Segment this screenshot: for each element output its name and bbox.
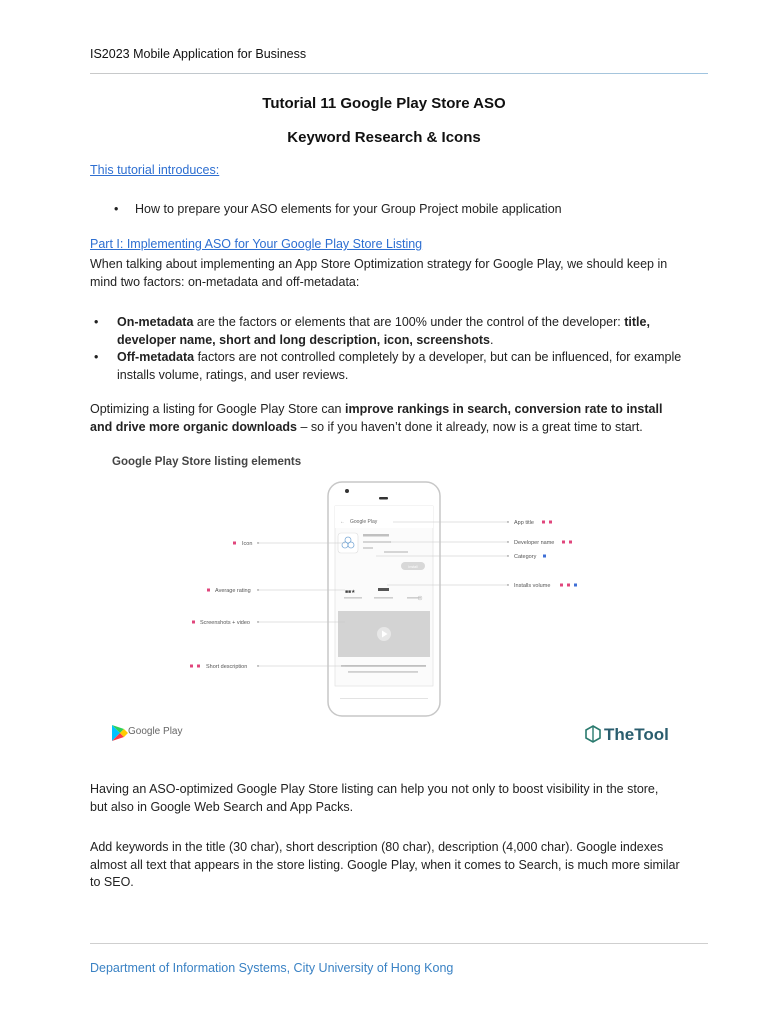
thetool-brand: TheTool (604, 725, 669, 744)
intro-list (90, 201, 690, 219)
thetool-logo-icon (586, 726, 600, 742)
course-header: IS2023 Mobile Application for Business (90, 47, 307, 61)
optimizing-text-end: – so if you haven’t done it already, now is a great time to start. (296, 419, 643, 434)
on-metadata-elements: title, developer name, short and long description, icon, screenshots (117, 315, 650, 347)
term-off-metadata: Off-metadata (117, 350, 195, 364)
short-description-line (341, 665, 426, 667)
list-item: • How to prepare your ASO elements for your Group Project mobile application (90, 201, 690, 219)
label-short-description: Short description (206, 664, 248, 670)
developer-placeholder (363, 541, 391, 543)
pink-marker (567, 584, 570, 587)
installs-caption (374, 597, 393, 599)
paragraph-aso-benefits: Having an ASO-optimized Google Play Store listing can help you not only to boost visibility in the store, but also in Google Web Search and App Packs. (90, 782, 659, 814)
label-icon: Icon (242, 541, 253, 547)
google-play-brand: Google Play (128, 726, 183, 737)
phone-camera (345, 489, 349, 493)
header-divider (90, 73, 708, 74)
phone-chin (340, 698, 428, 699)
rating-star-icon: ■■★ (345, 589, 356, 595)
footer-divider (90, 943, 708, 944)
label-app-title: App title (514, 520, 534, 526)
phone-speaker (379, 497, 388, 500)
off-metadata-text: factors are not controlled completely by a developer, but can be influenced, for example installs volume, ratings, and user reviews. (117, 350, 682, 382)
listing-elements-figure (108, 470, 668, 760)
pink-marker (542, 521, 545, 524)
paragraph-keywords: Add keywords in the title (30 char), short description (80 char), description (4,000 char). Google indexes almost all text that appears in the store listing. Google Play, when it comes to Search, is much more similar to SEO. (90, 840, 680, 889)
blue-marker (574, 584, 577, 587)
pink-marker (190, 665, 193, 668)
paragraph-optimizing (90, 401, 685, 436)
pink-marker (192, 621, 195, 624)
label-installs-volume: Installs volume (514, 583, 551, 589)
list-item-on-metadata (90, 314, 690, 349)
on-metadata-end: . (490, 332, 494, 347)
pink-marker (197, 665, 200, 668)
rating-caption (344, 597, 362, 599)
list-item-off-metadata (90, 349, 690, 384)
label-developer-name: Developer name (514, 540, 555, 546)
label-category: Category (514, 554, 537, 560)
figure-title: Google Play Store listing elements (112, 456, 302, 468)
part1-heading[interactable]: Part I: Implementing ASO for Your Google Play Store Listing (90, 237, 423, 251)
optimizing-text-start: Optimizing a listing for Google Play Store can (90, 402, 345, 416)
label-screenshots-video: Screenshots + video (200, 620, 250, 626)
optimizing-benefits: improve rankings in search, conversion rate to install and drive more organic downloads (90, 402, 663, 434)
term-on-metadata: On-metadata (117, 315, 194, 329)
short-description-line (348, 671, 418, 673)
pink-marker (560, 584, 563, 587)
label-average-rating: Average rating (215, 588, 251, 594)
blue-marker (543, 555, 546, 558)
google-play-logo-icon (112, 725, 128, 741)
installs-count-placeholder (378, 588, 389, 591)
footer-department: Department of Information Systems, City University of Hong Kong (90, 961, 454, 975)
pink-marker (207, 589, 210, 592)
app-title-placeholder (363, 534, 389, 537)
size-caption (407, 597, 421, 599)
intro-heading[interactable]: This tutorial introduces: (90, 163, 220, 177)
pink-marker (233, 542, 236, 545)
paragraph-intro: When talking about implementing an App Store Optimization strategy for Google Play, we should keep in mind two factors: on-metadata and off-metadata: (90, 257, 668, 289)
pink-marker (569, 541, 572, 544)
back-arrow-icon: ← (340, 519, 345, 525)
on-metadata-text: are the factors or elements that are 100% under the control of the developer: (193, 315, 625, 329)
metadata-list (90, 314, 690, 384)
pink-marker (549, 521, 552, 524)
page-subtitle: Keyword Research & Icons (287, 129, 481, 146)
install-button-label: Install (408, 565, 418, 569)
page-title: Tutorial 11 Google Play Store ASO (262, 95, 506, 112)
installs-placeholder (384, 551, 408, 553)
phone-header-label: Google Play (350, 519, 378, 525)
category-placeholder (363, 547, 373, 549)
pink-marker (562, 541, 565, 544)
